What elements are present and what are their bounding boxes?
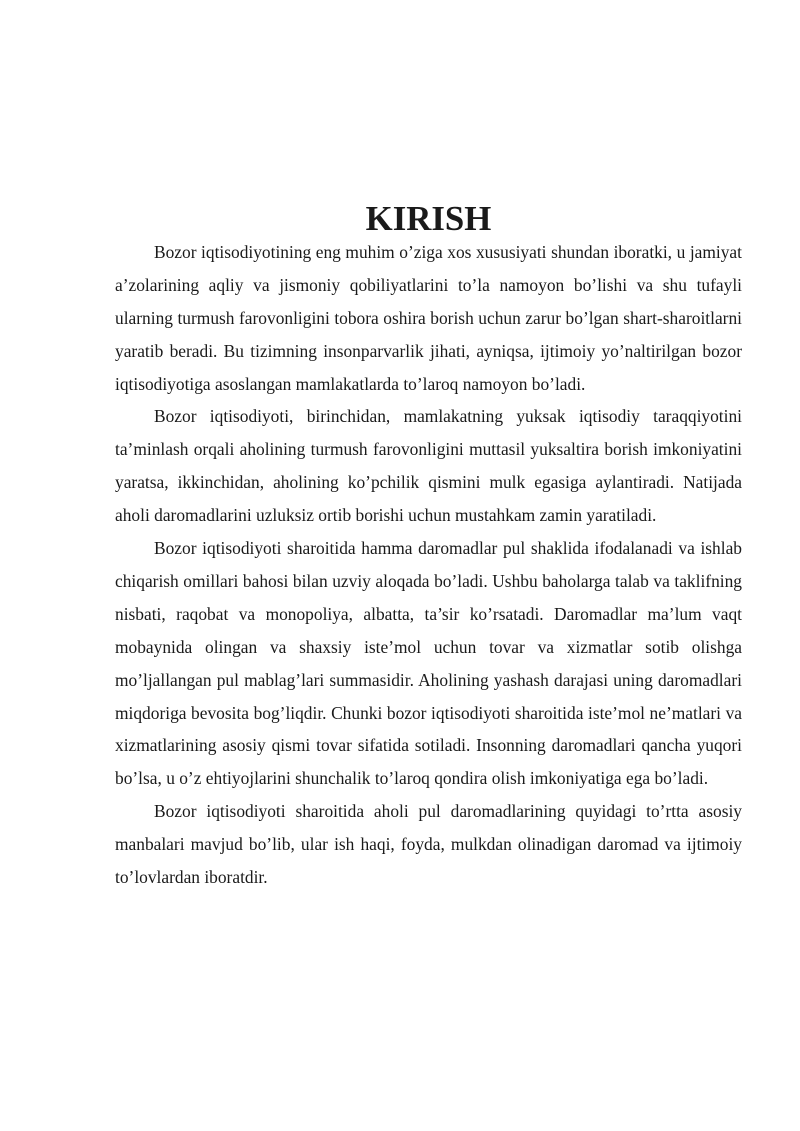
document-body <box>115 199 742 894</box>
paragraph-1: Bozor iqtisodiyotining eng muhim o’ziga xos xususiyati shundan iboratki, u jamiyat a’zolarining aqliy va jismoniy qobiliyatlarini to’la namoyon bo’lishi va shu tufayli ularning turmush farovonligini tobora oshira borish uchun zarur bo’lgan shart-sharoitlarni yaratib beradi. Bu tizimning insonparvarlik jihati, ayniqsa, ijtimoiy yo’naltirilgan bozor iqtisodiyotiga asoslangan mamlakatlarda to’laroq namoyon bo’ladi. <box>115 241 742 394</box>
paragraph-3: Bozor iqtisodiyoti sharoitida hamma daromadlar pul shaklida ifodalanadi va ishlab chiqarish omillari bahosi bilan uzviy aloqada bo’ladi. Ushbu baholarga talab va taklifning nisbati, raqobat va monopoliya, albatta, ta’sir ko’rsatadi. Daromadlar ma’lum vaqt mobaynida olingan va shaxsiy iste’mol uchun tovar va xizmatlar sotib olishga mo’ljallangan pul mablag’lari summasidir. Aholining yashash darajasi uning daromadlari miqdoriga bevosita bog’liqdir. Chunki bozor iqtisodiyoti sharoitida iste’mol ne’matlari va xizmatlarining asosiy qismi tovar sifatida sotiladi. Insonning daromadlari qancha yuqori bo’lsa, u o’z ehtiyojlarini shunchalik to’laroq qondira olish imkoniyatiga ega bo’ladi. <box>115 538 742 789</box>
paragraph-4: Bozor iqtisodiyoti sharoitida aholi pul daromadlarining quyidagi to’rtta asosiy manbalari mavjud bo’lib, ular ish haqi, foyda, mulkdan olinadigan daromad va ijtimoiy to’lovlardan iboratdir. <box>115 801 742 888</box>
paragraph-2: Bozor iqtisodiyoti, birinchidan, mamlakatning yuksak iqtisodiy taraqqiyotini ta’minlash orqali aholining turmush farovonligini muttasil yuksaltira borish imkoniyatini yaratsa, ikkinchidan, aholining ko’pchilik qismini mulk egasiga aylantiradi. Natijada aholi daromadlarini uzluksiz ortib borishi uchun mustahkam zamin yaratiladi. <box>115 406 742 526</box>
section-title: KIRISH <box>365 199 492 238</box>
